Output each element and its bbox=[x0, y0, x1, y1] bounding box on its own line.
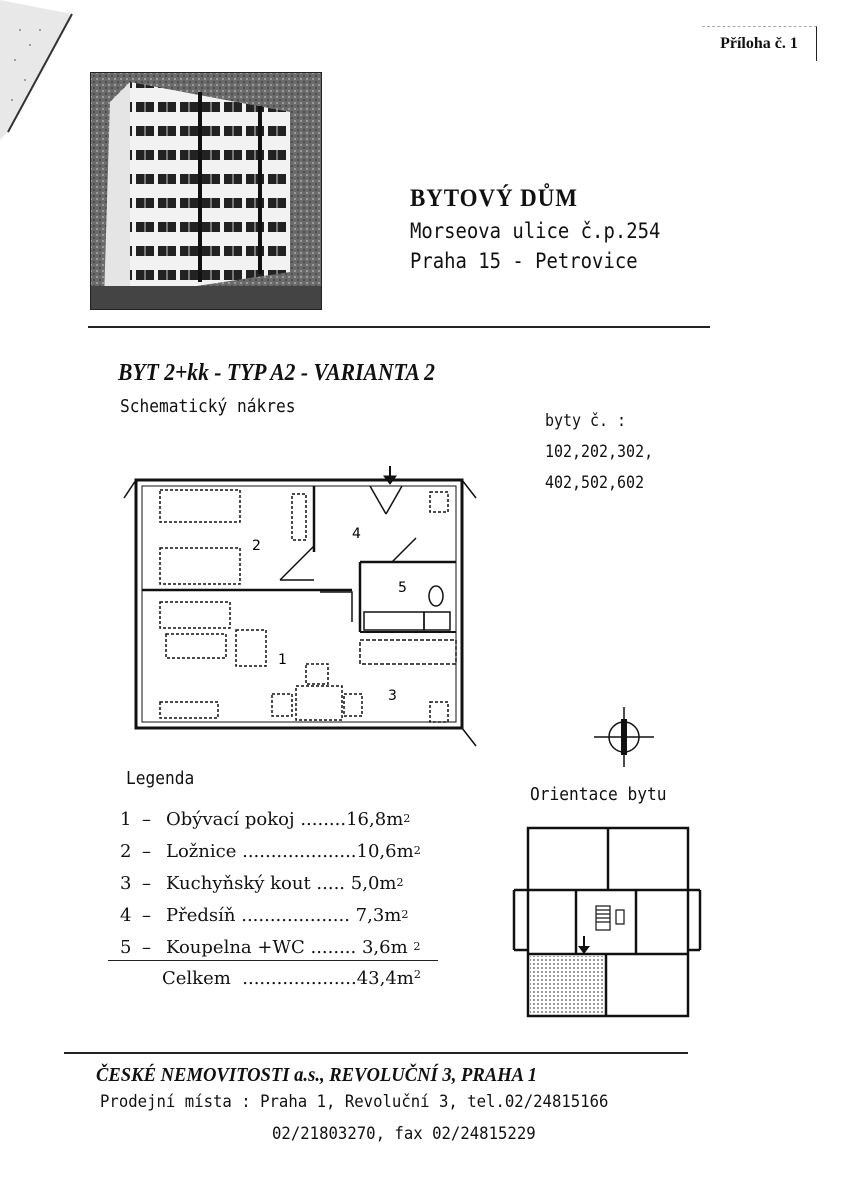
legend-num: 5 bbox=[120, 936, 132, 958]
legend-name: Koupelna +WC bbox=[166, 936, 305, 958]
attachment-label: Příloha č. 1 bbox=[702, 26, 817, 61]
legend-row: 1 – Obývací pokoj ........ 16,8m 2 bbox=[120, 808, 411, 830]
legend-value: 10,6m bbox=[356, 840, 414, 862]
units-line-1: 102,202,302, bbox=[545, 442, 654, 462]
building-city: Praha 15 - Petrovice bbox=[410, 249, 638, 273]
sales-line-2: 02/21803270, fax 02/24815229 bbox=[272, 1124, 536, 1144]
total-label: Celkem bbox=[162, 968, 231, 989]
legend-name: Ložnice bbox=[166, 840, 237, 862]
legend-dots: ..... bbox=[316, 872, 346, 894]
footer-divider bbox=[64, 1052, 688, 1054]
legend-row: 2 – Ložnice .................... 10,6m 2 bbox=[120, 840, 421, 862]
legend-value: 7,3m bbox=[355, 904, 402, 926]
torn-corner bbox=[0, 0, 80, 140]
apartment-units bbox=[545, 406, 653, 499]
legend-num: 4 bbox=[120, 904, 132, 926]
total-value: 43,4m bbox=[356, 968, 414, 989]
building-title: BYTOVÝ DŮM bbox=[410, 185, 578, 212]
legend-value: 5,0m bbox=[350, 872, 397, 894]
legend-dots: ........ bbox=[310, 936, 357, 958]
legend-dots: ................... bbox=[241, 904, 350, 926]
legend-value: 3,6m bbox=[361, 936, 408, 958]
north-arrow-icon bbox=[592, 705, 656, 769]
room-label-1: 1 bbox=[278, 652, 287, 668]
legend-row: 4 – Předsíň ................... 7,3m 2 bbox=[120, 904, 409, 926]
orientation-diagram bbox=[512, 826, 702, 1020]
apartment-title: BYT 2+kk - TYP A2 - VARIANTA 2 bbox=[118, 360, 435, 386]
room-label-3: 3 bbox=[388, 688, 397, 704]
building-photo bbox=[90, 72, 322, 310]
floor-plan bbox=[120, 462, 500, 752]
apartment-subtitle: Schematický nákres bbox=[120, 396, 296, 417]
legend-value: 16,8m bbox=[346, 808, 404, 830]
sales-line-1: Prodejní místa : Praha 1, Revoluční 3, tel.02/24815166 bbox=[100, 1092, 609, 1112]
legend-name: Předsíň bbox=[166, 904, 236, 926]
company-name: ČESKÉ NEMOVITOSTI a.s., REVOLUČNÍ 3, PRAHA 1 bbox=[96, 1064, 538, 1086]
legend-dots: ........ bbox=[300, 808, 347, 830]
legend-num: 3 bbox=[120, 872, 132, 894]
header-divider bbox=[88, 326, 710, 328]
legend-num: 2 bbox=[120, 840, 132, 862]
legend-list bbox=[120, 803, 450, 963]
units-line-2: 402,502,602 bbox=[545, 473, 645, 493]
building-title-block bbox=[410, 182, 710, 276]
legend-name: Obývací pokoj bbox=[166, 808, 295, 830]
building-street: Morseova ulice č.p.254 bbox=[410, 219, 661, 243]
legend-name: Kuchyňský kout bbox=[166, 872, 311, 894]
orientation-title: Orientace bytu bbox=[530, 784, 667, 805]
legend-num: 1 bbox=[120, 808, 132, 830]
units-label: byty č. : bbox=[545, 411, 627, 431]
total-unit-exp: 2 bbox=[413, 967, 421, 981]
legend-title: Legenda bbox=[126, 768, 195, 789]
legend-dots: .................... bbox=[242, 840, 357, 862]
room-label-5: 5 bbox=[398, 580, 407, 596]
legend-total bbox=[162, 968, 421, 989]
room-label-2: 2 bbox=[252, 538, 261, 554]
total-dots: .................... bbox=[242, 968, 357, 989]
legend-divider bbox=[108, 960, 438, 961]
legend-row: 5 – Koupelna +WC ........ 3,6m 2 bbox=[120, 936, 421, 958]
room-label-4: 4 bbox=[352, 526, 361, 542]
legend-row: 3 – Kuchyňský kout ..... 5,0m 2 bbox=[120, 872, 404, 894]
